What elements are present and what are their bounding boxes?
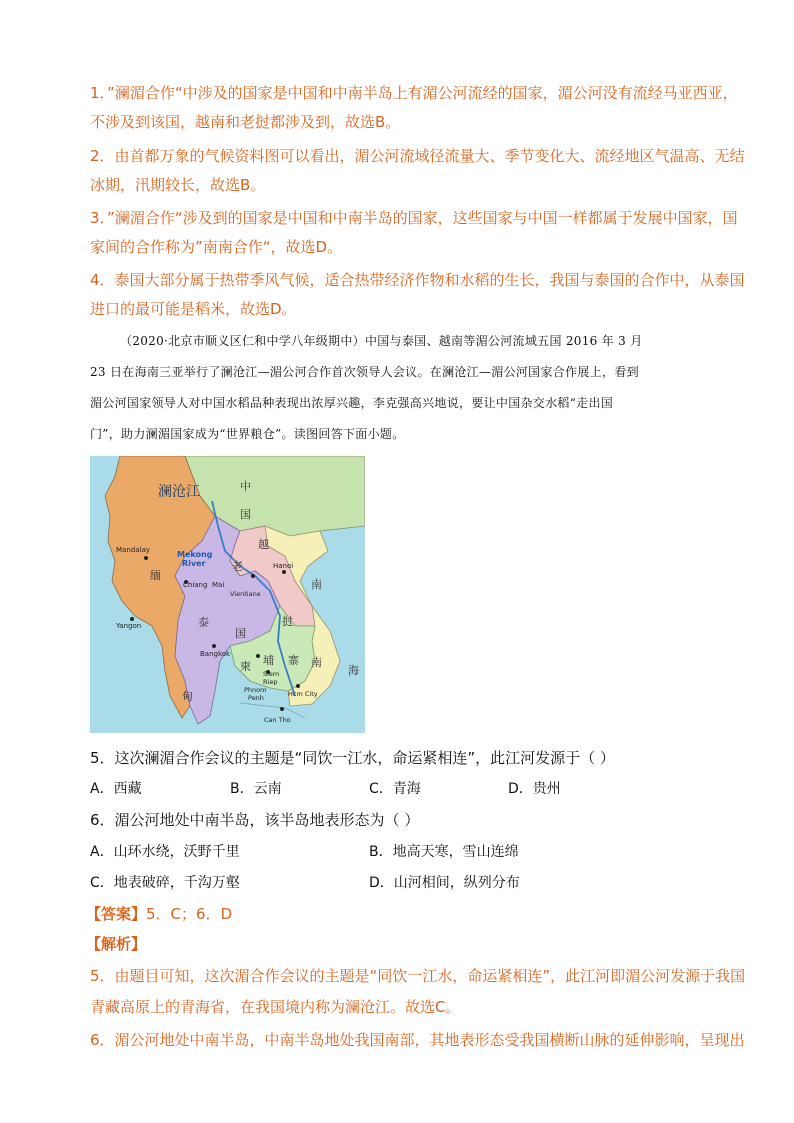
- map-label-hcm: Hcm City: [288, 690, 318, 698]
- map-label-tai: 泰: [198, 616, 209, 629]
- q6-option-b: B．地高天寒，雪山连绵: [369, 844, 519, 860]
- map-label-chiang1: Chiang: [183, 581, 208, 589]
- q5-option-b: B．云南: [230, 781, 282, 797]
- question-5-stem: 5．这次澜湄合作会议的主题是“同饮一江水，命运紧相连”，此江河发源于（ ）: [90, 749, 615, 767]
- q6-option-a: A．山环水绕，沃野千里: [90, 844, 240, 860]
- map-label-phnom1: Phnom: [244, 686, 267, 694]
- passage-line: 湄公河国家领导人对中国水稻品种表现出浓厚兴趣，李克强高兴地说，要让中国杂交水稻“走出国: [90, 396, 614, 410]
- map-label-bangkok: Bangkok: [200, 650, 231, 658]
- explanation-line: 进口的最可能是稻米，故选D。: [90, 300, 297, 318]
- question-6-stem: 6．湄公河地处中南半岛，该半岛地表形态为（ ）: [90, 811, 420, 829]
- explanation-line: 2．由首都万象的气候资料图可以看出，湄公河流域径流量大、季节变化大、流经地区气温高、无结: [90, 147, 745, 165]
- explanation-line: 不涉及到该国，越南和老挝都涉及到，故选B。: [90, 113, 401, 131]
- explanation-line: 家间的合作称为”南南合作“，故选D。: [90, 238, 343, 256]
- map-label-nan2: 南: [311, 656, 322, 669]
- mekong-region-map: [90, 456, 365, 733]
- map-label-siem2: Riep: [263, 678, 278, 686]
- explanation-line: 1．”澜湄合作“中涉及的国家是中国和中南半岛上有湄公河流经的国家，湄公河没有流经马亚西亚，: [90, 84, 738, 102]
- passage-line: 门”，助力澜湄国家成为“世界粮仓”。读图回答下面小题。: [90, 427, 405, 441]
- map-label-mian: 缅: [150, 569, 161, 582]
- map-label-cantho: Can Tho: [264, 716, 291, 724]
- explanation-line: 4．泰国大部分属于热带季风气候，适合热带经济作物和水稻的生长，我国与泰国的合作中，从泰国: [90, 271, 745, 289]
- map-label-hai: 海: [348, 664, 359, 677]
- map-label-china1: 中: [240, 480, 251, 493]
- map-label-mandalay: Mandalay: [116, 546, 150, 554]
- analysis-line: 青藏高原上的青海省，在我国境内称为澜沧江。故选C。: [90, 998, 461, 1016]
- explanation-line: 冰期，汛期较长，故选B。: [90, 176, 266, 194]
- answer-tag: 【答案】: [86, 905, 147, 923]
- map-label-mekong1: Mekong: [177, 550, 213, 559]
- map-label-yangon: Yangon: [116, 622, 142, 630]
- answer-line: [86, 903, 232, 925]
- map-label-phnom2: Penh: [248, 694, 264, 702]
- q5-option-a: A．西藏: [90, 781, 142, 797]
- map-label-jian: 柬: [240, 660, 251, 673]
- map-label-vientiane: Vientiane: [230, 590, 261, 598]
- answer-text: 5．C；6．D: [146, 905, 233, 923]
- map-label-zhai: 寨: [288, 654, 299, 667]
- map-label-wo: 挝: [282, 615, 293, 628]
- map-label-pu: 埔: [263, 654, 274, 667]
- map-label-hanoi: Hanoi: [273, 562, 294, 570]
- analysis-line: 6．湄公河地处中南半岛，中南半岛地处我国南部，其地表形态受我国横断山脉的延伸影响，呈现出: [90, 1031, 745, 1049]
- map-label-dian: 甸: [182, 690, 193, 703]
- q5-option-c: C．青海: [369, 781, 421, 797]
- q5-option-d: D．贵州: [508, 781, 561, 797]
- map-label-siem1: Siem: [263, 670, 280, 678]
- map-label-lancang: 澜沧江: [158, 484, 200, 500]
- map-label-china2: 国: [240, 508, 251, 521]
- analysis-line: 5．由题目可知，这次湄合作会议的主题是“同饮一江水，命运紧相连”，此江河即湄公河发源于我国: [90, 967, 746, 985]
- explanation-line: 3．”澜湄合作“涉及到的国家是中国和中南半岛的国家，这些国家与中国一样都属于发展中国家，国: [90, 209, 738, 227]
- passage-line: 23 日在海南三亚举行了澜沧江—湄公河合作首次领导人会议。在澜沧江—湄公河国家合作展上，看到: [90, 365, 639, 379]
- map-label-guo: 国: [235, 627, 246, 640]
- q6-option-c: C．地表破碎，千沟万壑: [90, 875, 240, 891]
- map-label-mekong2: River: [182, 559, 206, 568]
- passage-line: （2020·北京市顺义区仁和中学八年级期中）中国与泰国、越南等湄公河流域五国 2016 年 3 月: [120, 334, 643, 348]
- map-label-yue: 越: [258, 538, 269, 551]
- map-label-lao: 老: [232, 560, 243, 573]
- q6-option-d: D．山河相间，纵列分布: [369, 875, 520, 891]
- analysis-tag: 【解析】: [86, 935, 147, 953]
- map-label-chiang2: Mai: [212, 581, 225, 589]
- map-label-nan-sea: 南: [311, 578, 322, 591]
